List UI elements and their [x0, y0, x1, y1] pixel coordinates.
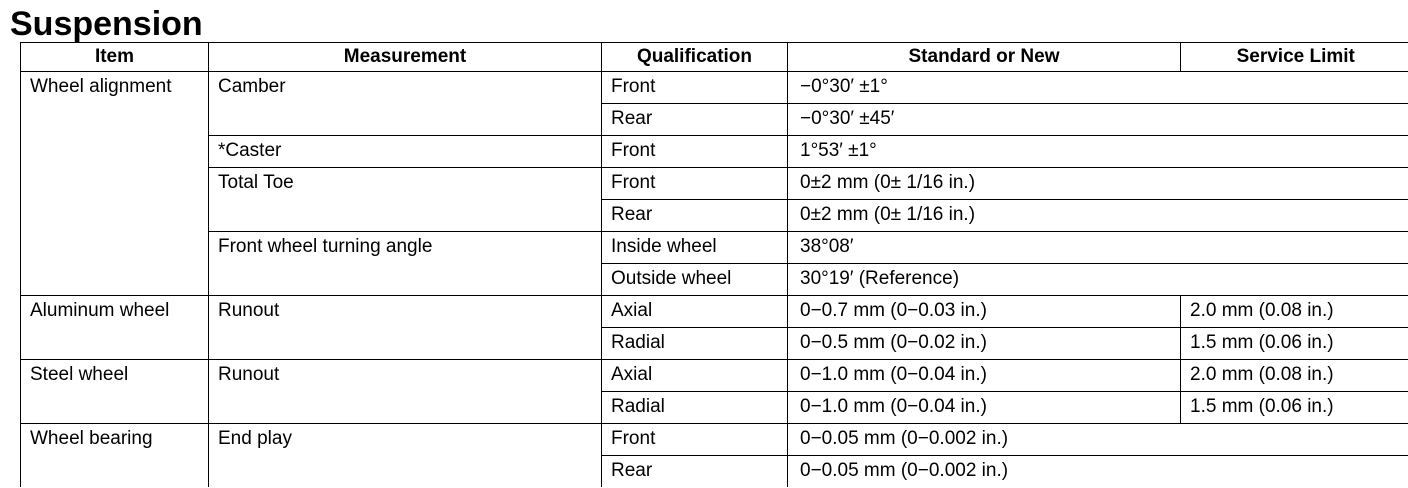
measurement-cell: End play	[209, 424, 602, 488]
item-cell: Wheel bearing	[21, 424, 209, 488]
qualification-cell: Rear	[602, 104, 788, 136]
item-cell: Steel wheel	[21, 360, 209, 424]
standard-cell: 0−0.05 mm (0−0.002 in.)	[788, 424, 1408, 456]
standard-cell: 38°08′	[788, 232, 1408, 264]
qualification-cell: Front	[602, 424, 788, 456]
header-measurement: Measurement	[209, 43, 602, 72]
service-limit-cell: 2.0 mm (0.08 in.)	[1181, 360, 1408, 392]
table-row	[21, 424, 1408, 456]
item-cell: Wheel alignment	[21, 72, 209, 296]
header-standard: Standard or New	[788, 43, 1181, 72]
measurement-cell: Runout	[209, 296, 602, 360]
standard-cell: 0−1.0 mm (0−0.04 in.)	[788, 360, 1181, 392]
table-row	[21, 168, 1408, 200]
table-row	[21, 136, 1408, 168]
standard-cell: 0±2 mm (0± 1/16 in.)	[788, 200, 1408, 232]
qualification-cell: Rear	[602, 456, 788, 488]
standard-cell: 0−0.7 mm (0−0.03 in.)	[788, 296, 1181, 328]
standard-cell: 0−1.0 mm (0−0.04 in.)	[788, 392, 1181, 424]
standard-cell: 0±2 mm (0± 1/16 in.)	[788, 168, 1408, 200]
standard-cell: 30°19′ (Reference)	[788, 264, 1408, 296]
service-limit-cell: 2.0 mm (0.08 in.)	[1181, 296, 1408, 328]
standard-cell: −0°30′ ±1°	[788, 72, 1408, 104]
standard-cell: −0°30′ ±45′	[788, 104, 1408, 136]
header-qualification: Qualification	[602, 43, 788, 72]
qualification-cell: Rear	[602, 200, 788, 232]
standard-cell: 0−0.05 mm (0−0.002 in.)	[788, 456, 1408, 488]
service-limit-cell: 1.5 mm (0.06 in.)	[1181, 328, 1408, 360]
qualification-cell: Front	[602, 168, 788, 200]
item-cell: Aluminum wheel	[21, 296, 209, 360]
qualification-cell: Axial	[602, 296, 788, 328]
table-row	[21, 72, 1408, 104]
qualification-cell: Radial	[602, 328, 788, 360]
qualification-cell: Outside wheel	[602, 264, 788, 296]
qualification-cell: Axial	[602, 360, 788, 392]
measurement-cell: *Caster	[209, 136, 602, 168]
page-title: Suspension	[10, 5, 203, 43]
qualification-cell: Radial	[602, 392, 788, 424]
table-row	[21, 360, 1408, 392]
header-item: Item	[21, 43, 209, 72]
service-limit-cell: 1.5 mm (0.06 in.)	[1181, 392, 1408, 424]
qualification-cell: Front	[602, 72, 788, 104]
suspension-spec-table	[20, 42, 1408, 487]
header-service-limit: Service Limit	[1181, 43, 1408, 72]
table-row	[21, 296, 1408, 328]
qualification-cell: Inside wheel	[602, 232, 788, 264]
standard-cell: 1°53′ ±1°	[788, 136, 1408, 168]
table-header-row	[21, 43, 1408, 72]
standard-cell: 0−0.5 mm (0−0.02 in.)	[788, 328, 1181, 360]
table-row	[21, 232, 1408, 264]
measurement-cell: Runout	[209, 360, 602, 424]
measurement-cell: Total Toe	[209, 168, 602, 232]
qualification-cell: Front	[602, 136, 788, 168]
measurement-cell: Camber	[209, 72, 602, 136]
measurement-cell: Front wheel turning angle	[209, 232, 602, 296]
